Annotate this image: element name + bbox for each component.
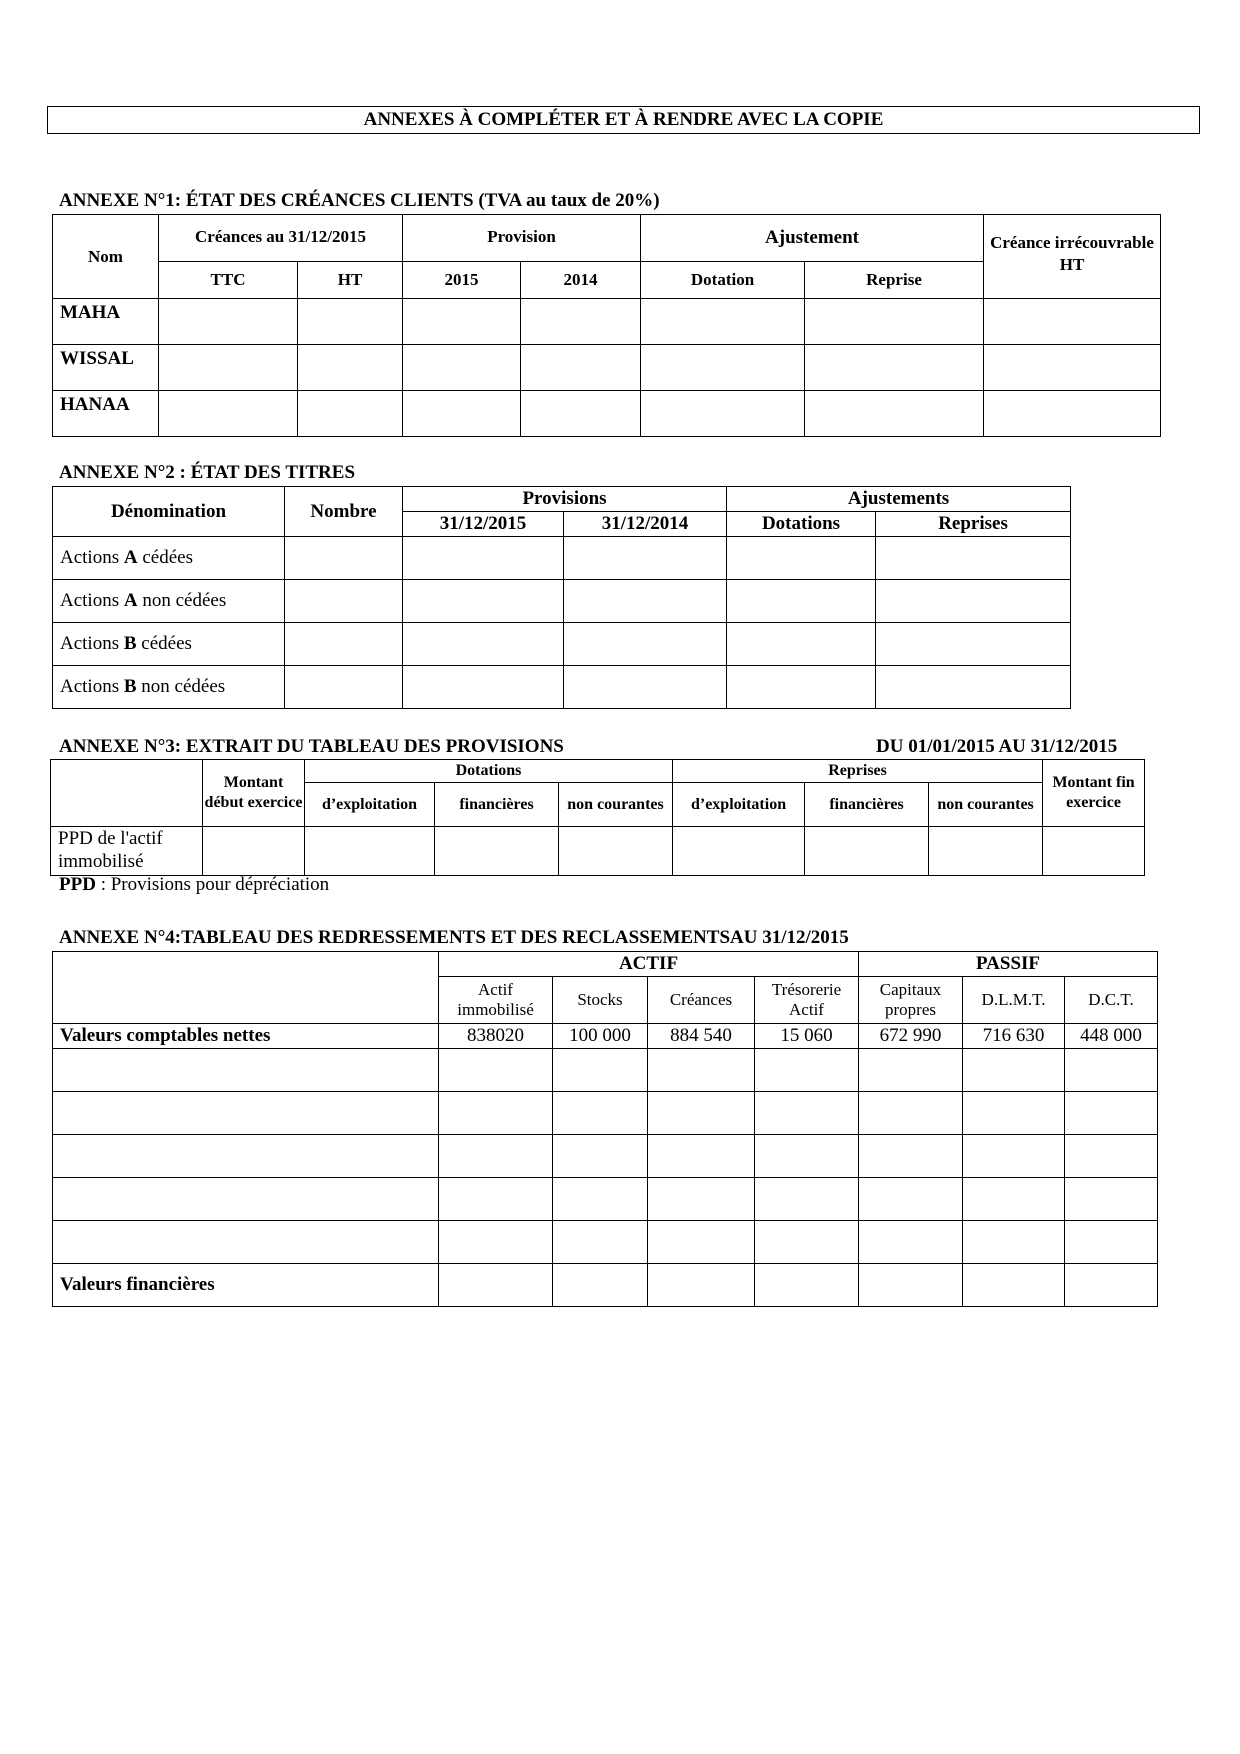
annexe4-cell[interactable] — [553, 1049, 648, 1092]
annexe1-title: ANNEXE N°1: ÉTAT DES CRÉANCES CLIENTS (TVA au taux de 20%) — [59, 190, 660, 211]
annexe4-row-vf-label: Valeurs financières — [53, 1264, 439, 1307]
annexe1-cell[interactable] — [403, 299, 521, 345]
annexe2-cell[interactable] — [727, 666, 876, 709]
annexe2-cell[interactable] — [285, 666, 403, 709]
annexe1-cell[interactable] — [159, 299, 298, 345]
annexe2-col-provisions: Provisions — [403, 487, 727, 512]
annexe1-cell[interactable] — [641, 299, 805, 345]
annexe3-sub-rep-non-courantes: non courantes — [929, 783, 1043, 827]
annexe4-cell[interactable] — [963, 1221, 1065, 1264]
annexe1-cell[interactable] — [984, 345, 1161, 391]
annexe3-cell[interactable] — [1043, 827, 1145, 876]
table-row — [53, 1049, 1158, 1092]
annexe1-cell[interactable] — [805, 345, 984, 391]
annexe4-cell[interactable] — [53, 1135, 439, 1178]
annexe2-sub-2014: 31/12/2014 — [564, 512, 727, 537]
annexe1-sub-2015: 2015 — [403, 262, 521, 299]
annexe4-cell[interactable] — [553, 1092, 648, 1135]
table-row — [53, 1221, 1158, 1264]
annexe3-cell[interactable] — [305, 827, 435, 876]
annexe4-cell[interactable] — [553, 1221, 648, 1264]
annexe4-cell[interactable] — [439, 1049, 553, 1092]
annexe4-vcn-value: 15 060 — [755, 1024, 859, 1049]
annexe3-col-montant-debut: Montant début exercice — [203, 760, 305, 827]
annexe1-sub-2014: 2014 — [521, 262, 641, 299]
annexe4-cell[interactable] — [755, 1221, 859, 1264]
table-row — [53, 299, 1161, 345]
annexe4-cell[interactable] — [755, 1092, 859, 1135]
annexe3-cell[interactable] — [203, 827, 305, 876]
annexe1-col-ajustement: Ajustement — [641, 215, 984, 262]
annexe4-cell[interactable] — [963, 1135, 1065, 1178]
annexe4-sub-dlmt: D.L.M.T. — [963, 977, 1065, 1024]
annexe2-col-ajustements: Ajustements — [727, 487, 1071, 512]
annexe4-cell[interactable] — [553, 1264, 648, 1307]
annexe2-cell[interactable] — [876, 537, 1071, 580]
annexe4-sub-capitaux: Capitaux propres — [859, 977, 963, 1024]
annexe4-cell[interactable] — [53, 1221, 439, 1264]
annexe4-cell[interactable] — [755, 1178, 859, 1221]
annexe3-sub-rep-exploitation: d’exploitation — [673, 783, 805, 827]
annexe1-sub-dotation: Dotation — [641, 262, 805, 299]
annexe3-sub-dot-exploitation: d’exploitation — [305, 783, 435, 827]
annexe1-cell[interactable] — [159, 345, 298, 391]
annexe4-cell[interactable] — [755, 1135, 859, 1178]
annexe4-cell[interactable] — [53, 1049, 439, 1092]
table-row — [53, 1264, 1158, 1307]
annexe4-cell[interactable] — [439, 1178, 553, 1221]
annexe1-col-creances: Créances au 31/12/2015 — [159, 215, 403, 262]
annexe2-cell[interactable] — [564, 580, 727, 623]
annexe2-cell[interactable] — [727, 580, 876, 623]
annexe2-col-nombre: Nombre — [285, 487, 403, 537]
annexe1-cell[interactable] — [159, 391, 298, 437]
annexe4-cell[interactable] — [648, 1264, 755, 1307]
annexe4-vcn-value: 100 000 — [553, 1024, 648, 1049]
annexe1-col-creance-irrecouvrable: Créance irrécouvrable HT — [984, 215, 1161, 299]
annexe4-cell[interactable] — [963, 1178, 1065, 1221]
table-row — [53, 623, 1071, 666]
annexe4-title: ANNEXE N°4:TABLEAU DES REDRESSEMENTS ET DES RECLASSEMENTSAU 31/12/2015 — [59, 927, 849, 948]
page-banner: ANNEXES À COMPLÉTER ET À RENDRE AVEC LA COPIE — [47, 106, 1200, 134]
annexe1-cell[interactable] — [641, 391, 805, 437]
annexe2-cell[interactable] — [564, 623, 727, 666]
annexe1-cell[interactable] — [984, 391, 1161, 437]
annexe4-cell[interactable] — [648, 1092, 755, 1135]
annexe3-col-dotations: Dotations — [305, 760, 673, 783]
annexe2-sub-2015: 31/12/2015 — [403, 512, 564, 537]
annexe3-cell[interactable] — [805, 827, 929, 876]
annexe4-cell[interactable] — [439, 1221, 553, 1264]
annexe2-sub-dotations: Dotations — [727, 512, 876, 537]
annexe2-cell[interactable] — [727, 623, 876, 666]
annexe4-cell[interactable] — [963, 1049, 1065, 1092]
annexe4-cell[interactable] — [859, 1135, 963, 1178]
table-row — [53, 1135, 1158, 1178]
annexe4-table — [52, 951, 1158, 1307]
annexe4-cell[interactable] — [439, 1135, 553, 1178]
annexe3-col-reprises: Reprises — [673, 760, 1043, 783]
annexe1-cell[interactable] — [521, 299, 641, 345]
annexe4-cell[interactable] — [963, 1092, 1065, 1135]
annexe4-sub-creances: Créances — [648, 977, 755, 1024]
annexe4-col-actif: ACTIF — [439, 952, 859, 977]
annexe4-row-vcn-label: Valeurs comptables nettes — [53, 1024, 439, 1049]
annexe1-col-provision: Provision — [403, 215, 641, 262]
annexe2-col-denomination: Dénomination — [53, 487, 285, 537]
annexe1-cell[interactable] — [298, 391, 403, 437]
annexe2-row-label: Actions B non cédées — [53, 666, 285, 709]
annexe4-cell[interactable] — [648, 1178, 755, 1221]
annexe2-cell[interactable] — [403, 537, 564, 580]
table-row — [53, 580, 1071, 623]
annexe3-cell[interactable] — [673, 827, 805, 876]
annexe4-cell[interactable] — [53, 1178, 439, 1221]
annexe4-cell[interactable] — [648, 1221, 755, 1264]
annexe4-vcn-value: 716 630 — [963, 1024, 1065, 1049]
annexe4-vcn-value: 838020 — [439, 1024, 553, 1049]
annexe4-cell[interactable] — [963, 1264, 1065, 1307]
annexe1-row-name: HANAA — [53, 391, 159, 437]
annexe1-cell[interactable] — [805, 391, 984, 437]
annexe2-title: ANNEXE N°2 : ÉTAT DES TITRES — [59, 462, 356, 483]
annexe2-cell[interactable] — [564, 537, 727, 580]
annexe4-cell[interactable] — [755, 1049, 859, 1092]
annexe4-cell[interactable] — [859, 1092, 963, 1135]
table-row — [53, 1092, 1158, 1135]
annexe4-sub-tresorerie: Trésorerie Actif — [755, 977, 859, 1024]
table-row — [53, 1178, 1158, 1221]
annexe3-row-label: PPD de l'actif immobilisé — [51, 827, 203, 876]
annexe4-sub-dct: D.C.T. — [1065, 977, 1158, 1024]
annexe4-cell[interactable] — [553, 1178, 648, 1221]
annexe2-cell[interactable] — [564, 666, 727, 709]
annexe1-row-name: MAHA — [53, 299, 159, 345]
annexe4-vcn-value: 884 540 — [648, 1024, 755, 1049]
annexe2-row-label: Actions B cédées — [53, 623, 285, 666]
annexe1-sub-ttc: TTC — [159, 262, 298, 299]
annexe1-sub-ht: HT — [298, 262, 403, 299]
annexe1-cell[interactable] — [298, 345, 403, 391]
annexe3-col-blank — [51, 760, 203, 827]
table-row — [53, 666, 1071, 709]
annexe4-cell[interactable] — [648, 1135, 755, 1178]
annexe4-sub-stocks: Stocks — [553, 977, 648, 1024]
annexe4-cell[interactable] — [439, 1092, 553, 1135]
annexe2-cell[interactable] — [403, 580, 564, 623]
annexe4-cell[interactable] — [1065, 1178, 1158, 1221]
annexe3-cell[interactable] — [929, 827, 1043, 876]
annexe1-sub-reprise: Reprise — [805, 262, 984, 299]
annexe3-table — [50, 759, 1145, 876]
annexe1-cell[interactable] — [403, 391, 521, 437]
annexe3-sub-rep-financieres: financières — [805, 783, 929, 827]
annexe2-cell[interactable] — [876, 623, 1071, 666]
annexe1-row-name: WISSAL — [53, 345, 159, 391]
annexe4-cell[interactable] — [755, 1264, 859, 1307]
annexe2-row-label: Actions A cédées — [53, 537, 285, 580]
annexe4-cell[interactable] — [439, 1264, 553, 1307]
annexe1-cell[interactable] — [641, 345, 805, 391]
annexe4-cell[interactable] — [648, 1049, 755, 1092]
table-row — [53, 1024, 1158, 1049]
annexe3-cell[interactable] — [435, 827, 559, 876]
annexe1-cell[interactable] — [403, 345, 521, 391]
annexe2-cell[interactable] — [285, 623, 403, 666]
annexe3-note: PPD : Provisions pour dépréciation — [59, 874, 330, 895]
annexe2-row-label: Actions A non cédées — [53, 580, 285, 623]
annexe4-col-passif: PASSIF — [859, 952, 1158, 977]
annexe2-cell[interactable] — [876, 580, 1071, 623]
annexe1-cell[interactable] — [984, 299, 1161, 345]
annexe3-sub-dot-financieres: financières — [435, 783, 559, 827]
annexe4-cell[interactable] — [53, 1092, 439, 1135]
annexe4-cell[interactable] — [859, 1221, 963, 1264]
annexe3-col-montant-fin: Montant fin exercice — [1043, 760, 1145, 827]
annexe4-sub-actif-immobilise: Actif immobilisé — [439, 977, 553, 1024]
annexe2-cell[interactable] — [403, 623, 564, 666]
annexe1-col-nom: Nom — [53, 215, 159, 299]
annexe3-sub-dot-non-courantes: non courantes — [559, 783, 673, 827]
annexe3-title: ANNEXE N°3: EXTRAIT DU TABLEAU DES PROVISIONS — [59, 736, 564, 757]
annexe4-cell[interactable] — [1065, 1264, 1158, 1307]
annexe4-vcn-value: 448 000 — [1065, 1024, 1158, 1049]
annexe1-cell[interactable] — [521, 391, 641, 437]
annexe3-cell[interactable] — [559, 827, 673, 876]
annexe2-sub-reprises: Reprises — [876, 512, 1071, 537]
annexe2-cell[interactable] — [285, 537, 403, 580]
annexe4-cell[interactable] — [1065, 1135, 1158, 1178]
annexe4-cell[interactable] — [859, 1178, 963, 1221]
annexe4-col-blank — [53, 952, 439, 1024]
table-row — [51, 827, 1145, 876]
table-row — [53, 537, 1071, 580]
annexe1-cell[interactable] — [298, 299, 403, 345]
annexe2-cell[interactable] — [403, 666, 564, 709]
annexe2-table — [52, 486, 1071, 709]
annexe1-cell[interactable] — [521, 345, 641, 391]
annexe4-cell[interactable] — [859, 1049, 963, 1092]
table-row — [53, 391, 1161, 437]
annexe2-cell[interactable] — [876, 666, 1071, 709]
annexe4-cell[interactable] — [553, 1135, 648, 1178]
annexe3-period: DU 01/01/2015 AU 31/12/2015 — [876, 736, 1118, 757]
annexe4-cell[interactable] — [1065, 1049, 1158, 1092]
annexe1-cell[interactable] — [805, 299, 984, 345]
annexe4-cell[interactable] — [1065, 1221, 1158, 1264]
annexe2-cell[interactable] — [727, 537, 876, 580]
annexe4-cell[interactable] — [1065, 1092, 1158, 1135]
annexe4-cell[interactable] — [859, 1264, 963, 1307]
annexe1-table — [52, 214, 1161, 437]
table-row — [53, 345, 1161, 391]
annexe4-vcn-value: 672 990 — [859, 1024, 963, 1049]
annexe2-cell[interactable] — [285, 580, 403, 623]
